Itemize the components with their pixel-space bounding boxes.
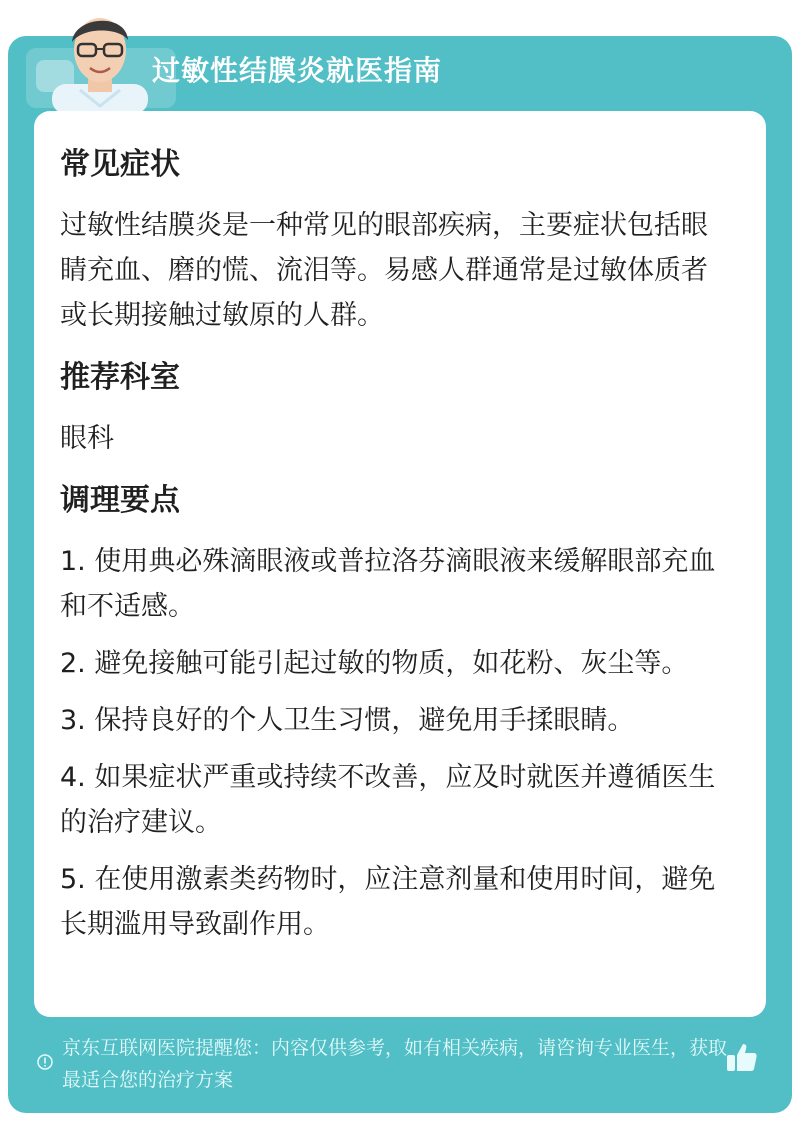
care-item-5: 5. 在使用激素类药物时，应注意剂量和使用时间，避免长期滥用导致副作用。 — [60, 864, 716, 940]
page-title: 过敏性结膜炎就医指南 — [152, 54, 443, 87]
department-title: 推荐科室 — [60, 360, 180, 395]
thumbs-up-icon[interactable] — [724, 1040, 760, 1076]
content-card — [34, 111, 766, 1017]
symptoms-text: 过敏性结膜炎是一种常见的眼部疾病，主要症状包括眼睛充血、磨的慌、流泪等。易感人群通常是过敏体质者或长期接触过敏原的人群。 — [60, 210, 708, 331]
footer-notice: 京东互联网医院提醒您：内容仅供参考，如有相关疾病，请咨询专业医生，获取最适合您的治疗方案 — [62, 1037, 728, 1091]
care-item-2: 2. 避免接触可能引起过敏的物质，如花粉、灰尘等。 — [60, 648, 689, 679]
doctor-avatar-icon — [44, 6, 156, 114]
care-item-4: 4. 如果症状严重或持续不改善，应及时就医并遵循医生的治疗建议。 — [60, 762, 716, 838]
care-item-3: 3. 保持良好的个人卫生习惯，避免用手揉眼睛。 — [60, 705, 635, 736]
symptoms-title: 常见症状 — [60, 147, 180, 182]
department-text: 眼科 — [60, 423, 114, 454]
info-icon — [37, 1054, 53, 1070]
care-title: 调理要点 — [60, 483, 180, 518]
care-item-1: 1. 使用典必殊滴眼液或普拉洛芬滴眼液来缓解眼部充血和不适感。 — [60, 546, 716, 622]
